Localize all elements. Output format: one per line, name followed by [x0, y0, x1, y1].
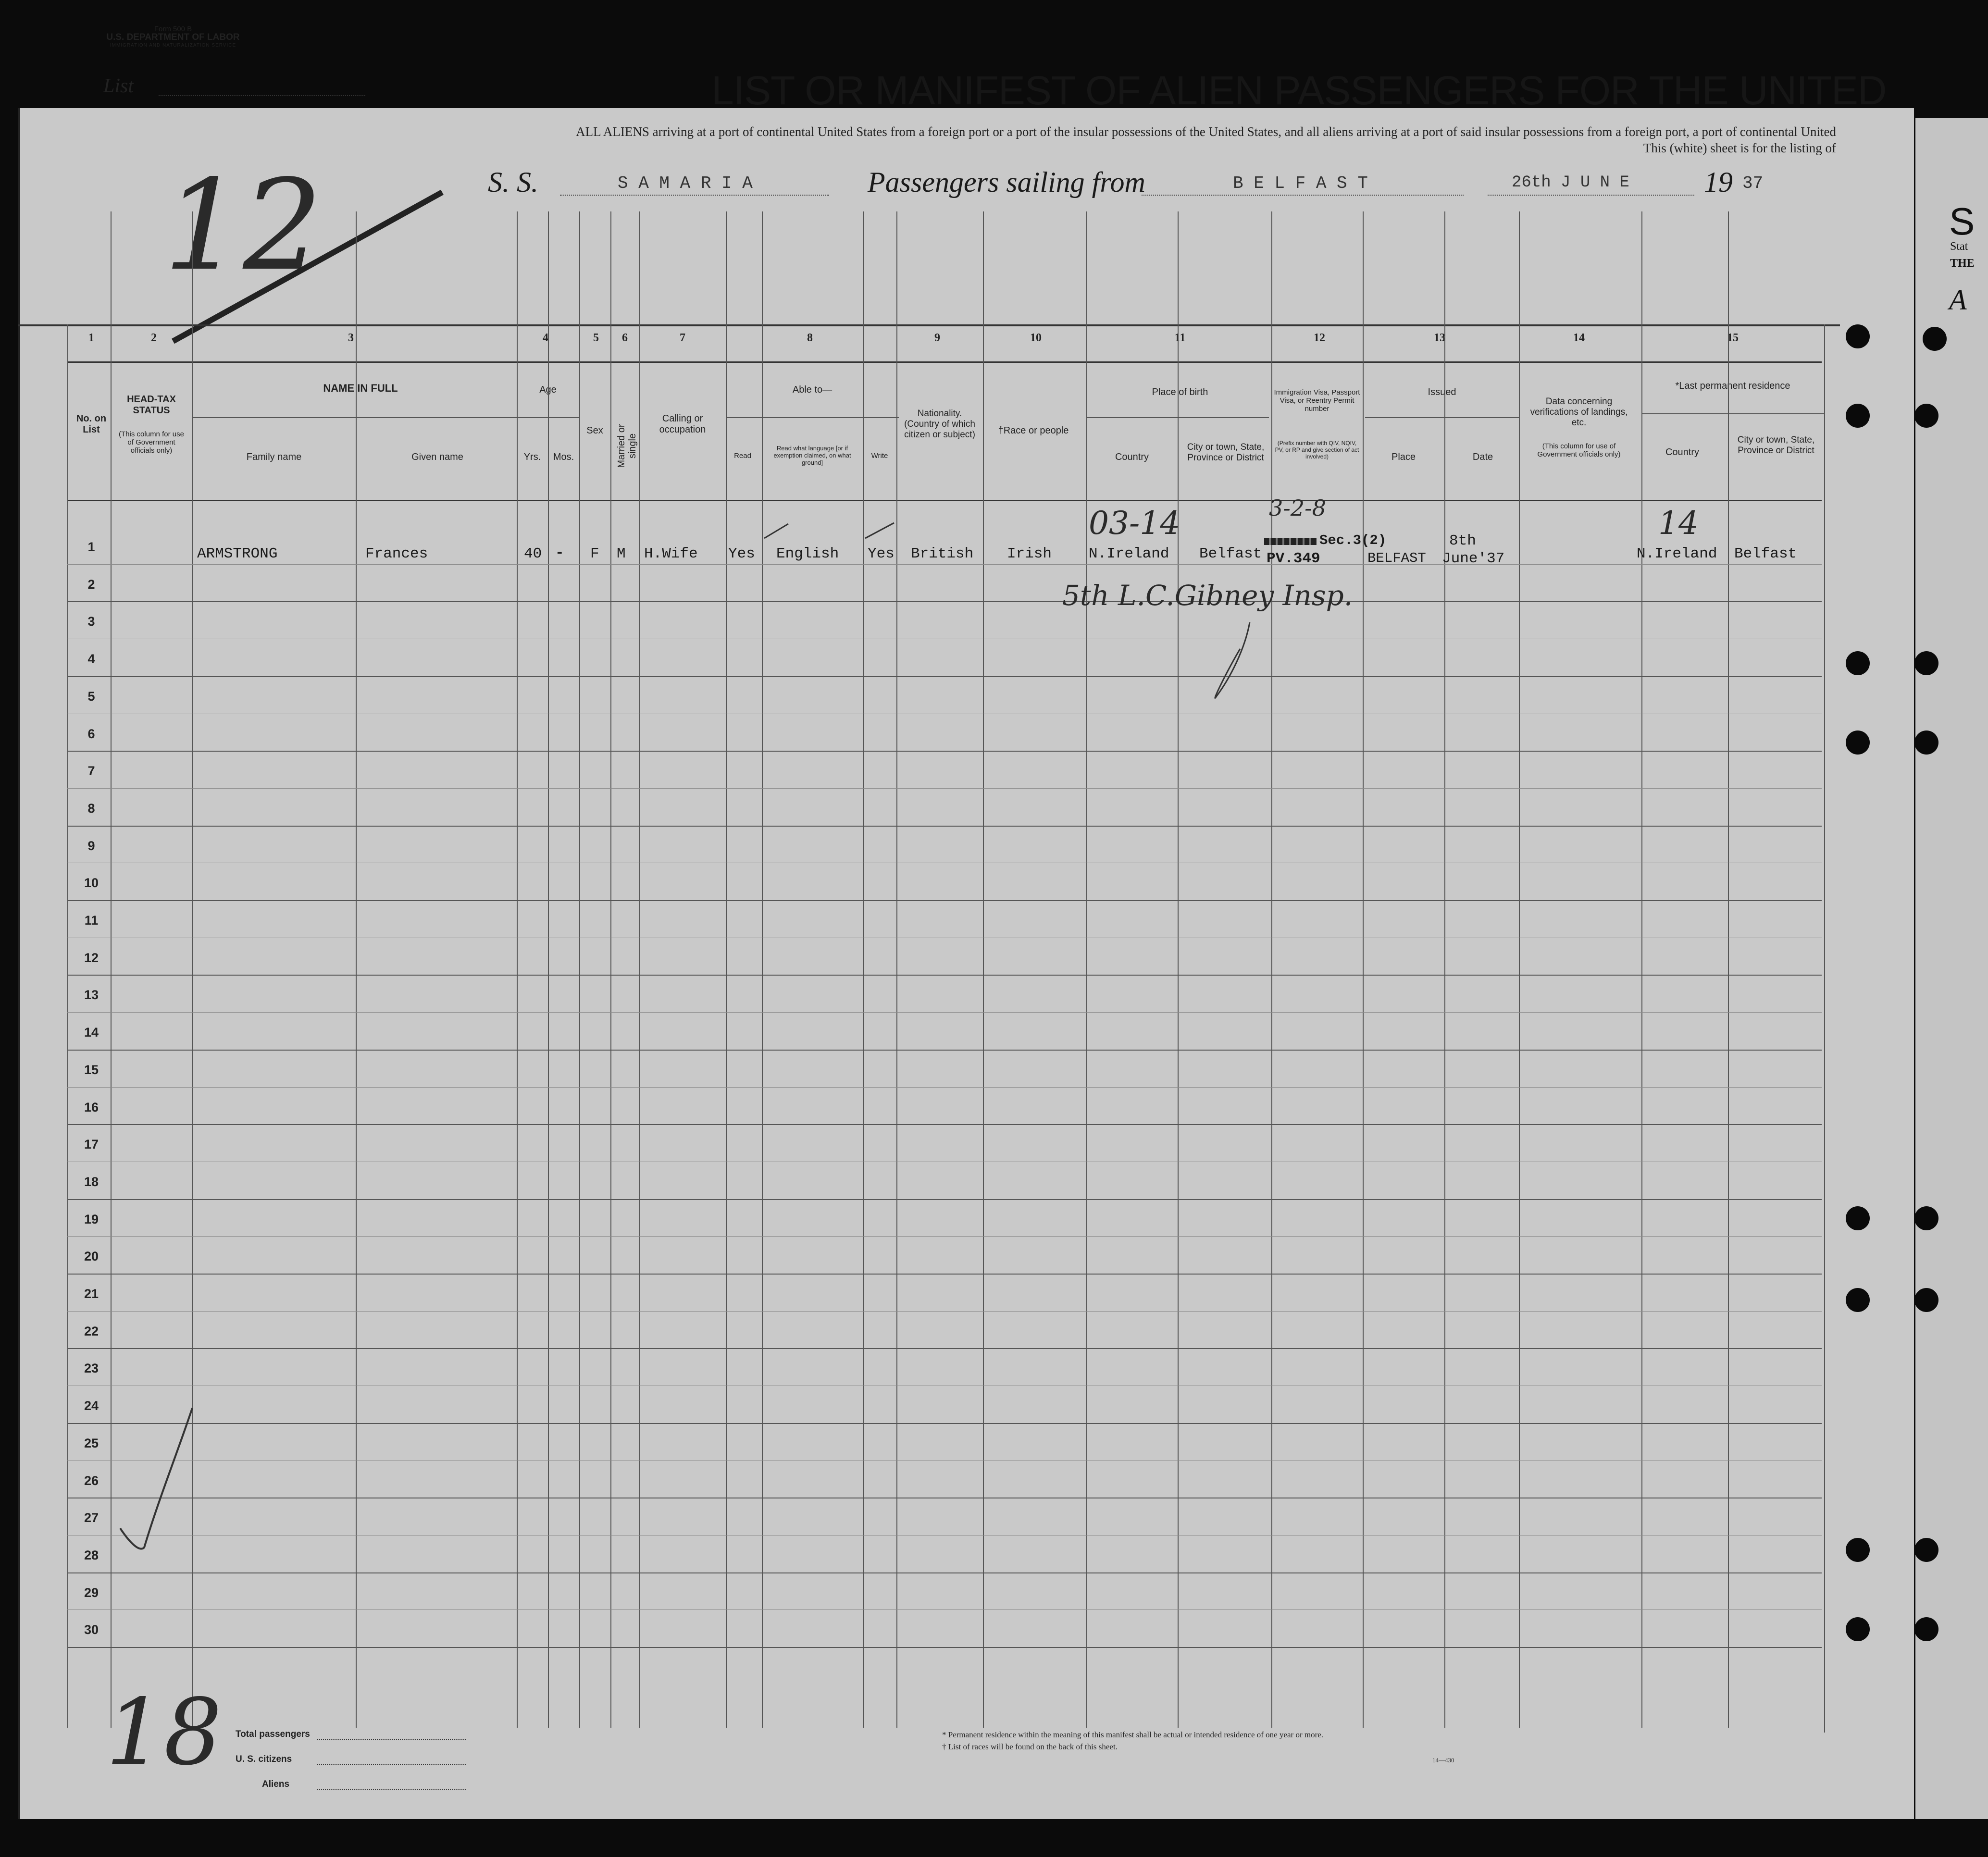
- row-number: 15: [84, 1063, 99, 1077]
- instruction-line: This (white) sheet is for the listing of: [1643, 141, 1836, 155]
- punch-hole: [1846, 1617, 1870, 1641]
- row-number: 21: [84, 1287, 99, 1301]
- row-number: 27: [84, 1510, 99, 1525]
- row-number: 5: [87, 689, 95, 704]
- column-number: 4: [543, 332, 548, 344]
- visa-section: Sec.3(2): [1319, 532, 1387, 548]
- age-years: 40: [524, 545, 542, 562]
- header-head-tax: HEAD-TAX STATUS: [127, 394, 176, 416]
- sub-rule: [1365, 417, 1519, 418]
- nationality: British: [911, 545, 974, 562]
- column-number: 9: [934, 332, 940, 344]
- punch-hole: [1914, 1206, 1938, 1230]
- header-verifications: Data concerning verifications of landings, etc.: [1530, 396, 1628, 428]
- sub-rule: [1641, 413, 1824, 414]
- issued-date: June'37: [1442, 550, 1505, 567]
- birth-country: N.Ireland: [1089, 545, 1169, 562]
- visa-code-handwritten: 3-2-8: [1269, 495, 1326, 521]
- header-calling: Calling or occupation: [659, 413, 706, 435]
- column-number: 3: [348, 332, 354, 344]
- column-divider: [1519, 211, 1520, 1728]
- row-number: 3: [87, 614, 95, 629]
- manifest-sheet: [18, 108, 1914, 1819]
- header-birth-city: City or town, State, Province or District: [1187, 442, 1265, 463]
- list-label: List: [103, 75, 134, 97]
- row-divider: [67, 826, 1822, 827]
- year-prefix: 19: [1704, 166, 1733, 198]
- department: U.S. DEPARTMENT OF LABOR: [106, 32, 240, 42]
- row-number: 6: [87, 727, 95, 741]
- row-number: 22: [84, 1324, 99, 1338]
- visa-number: PV.349: [1267, 550, 1320, 567]
- port-line: [1142, 195, 1464, 196]
- row-divider: [67, 1348, 1822, 1349]
- row-divider: [67, 1311, 1822, 1312]
- read-language: English: [776, 545, 839, 562]
- footer-aliens-label: Aliens: [262, 1779, 290, 1789]
- next-sheet-letter: A: [1949, 284, 1967, 316]
- column-divider: [111, 211, 112, 1728]
- column-number: 10: [1030, 332, 1042, 344]
- row-number: 11: [84, 913, 99, 928]
- punch-hole: [1846, 730, 1870, 755]
- can-write: Yes: [868, 545, 895, 562]
- voyage-line: [469, 166, 1863, 204]
- row-number: 4: [87, 652, 95, 666]
- header-visa-note: (Prefix number with QIV, NQIV, PV, or RP and give section of act involved): [1275, 440, 1359, 460]
- column-divider: [863, 211, 864, 1728]
- row-divider: [67, 1236, 1822, 1237]
- row-divider: [67, 1423, 1822, 1424]
- column-number: 6: [622, 332, 628, 344]
- row-number: 1: [87, 540, 95, 554]
- row-divider: [67, 1647, 1822, 1648]
- header-verifications-note: (This column for use of Government officials only): [1537, 442, 1621, 458]
- column-divider: [639, 211, 640, 1728]
- column-divider: [726, 211, 727, 1728]
- residence-code-handwritten: 14: [1658, 505, 1699, 542]
- column-divider: [356, 211, 357, 1728]
- row-number: 14: [84, 1025, 99, 1040]
- page-title: LIST OR MANIFEST OF ALIEN PASSENGERS FOR THE UNITED: [711, 68, 1887, 113]
- row-number: 28: [84, 1548, 99, 1562]
- column-number: 15: [1727, 332, 1739, 344]
- column-number: 8: [807, 332, 813, 344]
- header-name-in-full: NAME IN FULL: [323, 382, 398, 394]
- header-write: Write: [871, 452, 888, 460]
- column-number: 11: [1174, 332, 1186, 344]
- row-number: 12: [84, 951, 99, 965]
- column-number: 13: [1434, 332, 1445, 344]
- row-divider: [67, 1572, 1822, 1573]
- header-place-of-birth: Place of birth: [1152, 387, 1208, 397]
- age-months: -: [555, 545, 564, 561]
- column-divider: [1444, 211, 1445, 1728]
- inspector-signature: 5th L.C.Gibney Insp.: [1062, 579, 1353, 612]
- header-sex: Sex: [586, 425, 603, 436]
- instructions: [370, 124, 1836, 156]
- row-divider: [67, 1609, 1822, 1610]
- header-last-residence: *Last permanent residence: [1675, 381, 1790, 391]
- header-head-tax-note: (This column for use of Government officials only): [119, 430, 184, 455]
- footer-total-label: Total passengers: [236, 1729, 310, 1739]
- column-divider: [1363, 211, 1364, 1728]
- row-number: 30: [84, 1622, 99, 1637]
- row-number: 9: [87, 839, 95, 853]
- footer-note-residence: * Permanent residence within the meaning of this manifest shall be actual or intended residence of one year or more.: [942, 1730, 1324, 1739]
- header-res-city: City or town, State, Province or District: [1737, 435, 1815, 456]
- header-no-on-list: No. on List: [76, 413, 107, 435]
- instruction-line: ALL ALIENS arriving at a port of continental United States from a foreign port or a port of the insular possessions of the United States, and all aliens arriving at a port of said insular possessions from a foreign port, a port of continental United: [576, 124, 1836, 139]
- row-number: 26: [84, 1473, 99, 1488]
- row-divider: [67, 1199, 1822, 1200]
- column-divider: [1178, 211, 1179, 1728]
- column-divider: [1086, 211, 1087, 1728]
- footer-line: [317, 1739, 466, 1740]
- date-line: [1488, 195, 1694, 196]
- residence-country: N.Ireland: [1637, 545, 1717, 562]
- header-res-country: Country: [1665, 447, 1700, 458]
- year-suffix: 37: [1742, 173, 1764, 193]
- row-number: 8: [87, 801, 95, 816]
- tick-marks: [745, 519, 899, 548]
- header-yrs: Yrs.: [523, 452, 541, 462]
- list-slash-mark: [163, 183, 452, 346]
- birth-code-handwritten: 03-14: [1089, 505, 1180, 542]
- row-number: 18: [84, 1175, 99, 1189]
- signature-flourish: [1202, 620, 1269, 706]
- next-sheet-letter: Stat: [1950, 240, 1968, 253]
- row-divider: [67, 1050, 1822, 1051]
- row-number: 2: [87, 577, 95, 592]
- punch-hole: [1914, 730, 1938, 755]
- service-name: IMMIGRATION AND NATURALIZATION SERVICE: [110, 43, 236, 48]
- sub-rule: [726, 417, 899, 418]
- column-divider: [983, 211, 984, 1728]
- form-header: [101, 25, 245, 50]
- row-divider: [67, 1124, 1822, 1125]
- row-divider: [67, 975, 1822, 976]
- column-divider: [896, 211, 897, 1728]
- list-number-handwritten: 12: [163, 153, 323, 298]
- sub-rule: [192, 417, 517, 418]
- column-divider: [762, 211, 763, 1728]
- header-race: †Race or people: [998, 425, 1069, 436]
- header-given-name: Given name: [411, 452, 463, 462]
- given-name: Frances: [365, 545, 428, 562]
- row-number: 24: [84, 1399, 99, 1413]
- punch-hole: [1846, 1538, 1870, 1562]
- punch-hole: [1846, 1288, 1870, 1312]
- footer-note-races: † List of races will be found on the back of this sheet.: [942, 1742, 1118, 1751]
- punch-hole: [1846, 324, 1870, 348]
- can-read: Yes: [728, 545, 755, 562]
- column-divider: [67, 324, 68, 1728]
- row-number: 29: [84, 1585, 99, 1600]
- column-divider: [610, 211, 611, 1728]
- punch-hole: [1846, 651, 1870, 675]
- header-read: Read: [734, 452, 751, 460]
- column-divider: [1641, 211, 1642, 1728]
- row-divider: [67, 676, 1822, 677]
- punch-hole: [1914, 1538, 1938, 1562]
- punch-hole: [1914, 651, 1938, 675]
- punch-hole: [1914, 1288, 1938, 1312]
- residence-city: Belfast: [1734, 545, 1797, 562]
- issued-date-day: 8th: [1449, 532, 1476, 549]
- ship-line: [560, 195, 829, 196]
- punch-hole: [1914, 404, 1938, 428]
- footer-line: [317, 1789, 466, 1790]
- footer-citizens-label: U. S. citizens: [236, 1754, 292, 1764]
- header-nationality: Nationality. (Country of which citizen or subject): [904, 409, 975, 440]
- port-name: B E L F A S T: [1233, 173, 1368, 193]
- row-number: 17: [84, 1137, 99, 1151]
- row-divider: [67, 900, 1822, 901]
- sex: F: [590, 545, 599, 562]
- row-number: 19: [84, 1212, 99, 1226]
- issued-place: BELFAST: [1367, 550, 1426, 566]
- family-name: ARMSTRONG: [197, 545, 278, 562]
- punch-hole: [1914, 1617, 1938, 1641]
- punch-hole: [1846, 1206, 1870, 1230]
- header-issued-place: Place: [1391, 452, 1416, 462]
- row-divider: [67, 1012, 1822, 1013]
- total-count-handwritten: 18: [106, 1679, 222, 1785]
- check-mark: [115, 1403, 202, 1557]
- footer-line: [317, 1764, 466, 1765]
- row-number: 13: [84, 988, 99, 1002]
- header-issued-date: Date: [1472, 452, 1493, 462]
- list-line: [159, 95, 365, 96]
- column-divider: [1824, 324, 1825, 1733]
- sailing-label: Passengers sailing from: [868, 166, 1145, 198]
- row-number: 20: [84, 1249, 99, 1263]
- header-birth-country: Country: [1115, 452, 1149, 462]
- table-number-rule: [67, 361, 1822, 363]
- row-number: 23: [84, 1361, 99, 1375]
- column-number: 7: [680, 332, 685, 344]
- column-number: 1: [88, 332, 94, 344]
- next-sheet-letter: S: [1949, 200, 1975, 243]
- ss-label: S. S.: [488, 166, 538, 198]
- column-number: 14: [1573, 332, 1585, 344]
- column-number: 12: [1314, 332, 1325, 344]
- header-family-name: Family name: [246, 452, 302, 462]
- row-number: 16: [84, 1100, 99, 1114]
- struck-text: [1264, 538, 1317, 545]
- column-divider: [579, 211, 580, 1728]
- row-number: 10: [84, 876, 99, 890]
- header-issued: Issued: [1428, 387, 1456, 397]
- punch-hole: [1923, 327, 1947, 351]
- column-number: 5: [593, 332, 599, 344]
- row-divider: [67, 601, 1822, 602]
- ship-name: S A M A R I A: [618, 173, 753, 193]
- header-married: Married or single: [616, 424, 638, 468]
- column-divider: [517, 211, 518, 1728]
- row-divider: [67, 788, 1822, 789]
- header-read-what: Read what language [or if exemption claimed, on what ground]: [773, 445, 851, 466]
- table-header-rule: [67, 500, 1822, 501]
- header-visa: Immigration Visa, Passport Visa, or Reentry Permit number: [1274, 388, 1360, 413]
- sailing-date: 26th J U N E: [1512, 173, 1629, 192]
- punch-hole: [1846, 404, 1870, 428]
- header-mos: Mos.: [553, 452, 574, 462]
- next-sheet-edge: [1915, 118, 1988, 1819]
- header-age: Age: [539, 384, 557, 395]
- form-number: Form 500 B: [154, 25, 192, 33]
- row-divider: [67, 751, 1822, 752]
- race: Irish: [1007, 545, 1052, 562]
- occupation: H.Wife: [644, 545, 698, 562]
- row-divider: [67, 1274, 1822, 1275]
- footer-form-code: 14—430: [1432, 1757, 1454, 1764]
- row-divider: [67, 564, 1822, 565]
- row-number: 7: [87, 764, 95, 778]
- column-divider: [548, 211, 549, 1728]
- column-divider: [1271, 211, 1272, 1728]
- table-top-rule: [18, 324, 1840, 326]
- row-number: 25: [84, 1436, 99, 1450]
- column-number: 2: [151, 332, 157, 344]
- married-single: M: [617, 545, 626, 562]
- column-divider: [1728, 211, 1729, 1728]
- birth-city: Belfast: [1199, 545, 1262, 562]
- header-able-to: Able to—: [792, 384, 832, 395]
- next-sheet-letter: THE: [1950, 257, 1975, 270]
- row-divider: [67, 1087, 1822, 1088]
